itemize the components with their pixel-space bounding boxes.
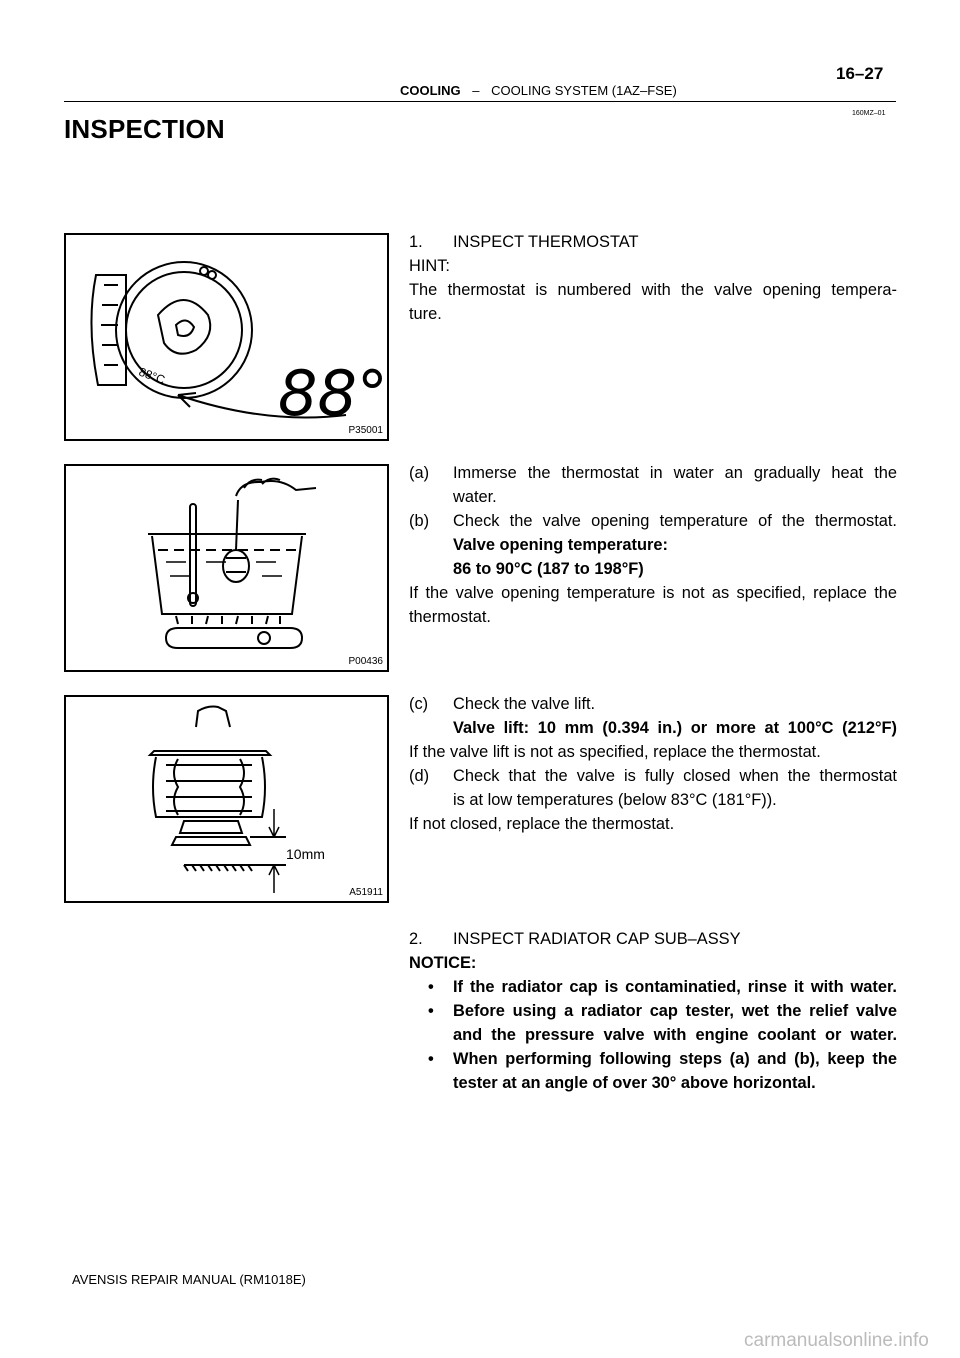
step-number: 1. (409, 233, 423, 251)
header-subsection: COOLING SYSTEM (1AZ–FSE) (491, 83, 677, 98)
figure-code: P00436 (348, 656, 383, 667)
page-number: 16–27 (836, 64, 884, 83)
step-a-label: (a) (409, 464, 430, 482)
step-b-spec-value: 86 to 90°C (187 to 198°F) (453, 560, 644, 578)
bullet-icon: • (428, 978, 434, 996)
step-c-spec: Valve lift: 10 mm (0.394 in.) or more at 100°C (212°F) (453, 719, 897, 737)
bullet-icon: • (428, 1002, 434, 1020)
notice-bullet-3-line-2: tester at an angle of over 30° above horizontal. (453, 1074, 816, 1092)
hint-text-line-2: ture. (409, 305, 442, 323)
hint-label: HINT: (409, 257, 450, 275)
thermostat-large-marking: 88° (278, 357, 387, 430)
notice-bullet-1: If the radiator cap is contaminatied, rinse it with water. (453, 978, 897, 996)
step-a-line-1: Immerse the thermostat in water an gradually heat the (453, 464, 897, 482)
after-c: If the valve lift is not as specified, replace the thermostat. (409, 743, 821, 761)
step-d-line-1: Check that the valve is fully closed when the thermostat (453, 767, 897, 785)
figure-code: P35001 (348, 425, 383, 436)
step-title: INSPECT THERMOSTAT (453, 233, 639, 251)
valve-lift-dimension: 10mm (286, 846, 325, 862)
step-number: 2. (409, 930, 423, 948)
notice-bullet-3-line-1: When performing following steps (a) and (b), keep the (453, 1050, 897, 1068)
doc-id: 160MZ–01 (852, 110, 886, 117)
notice-bullet-2-line-1: Before using a radiator cap tester, wet the relief valve (453, 1002, 897, 1020)
figure-code: A51911 (349, 887, 383, 898)
step-2-heading (409, 927, 741, 951)
step-a-line-2: water. (453, 488, 497, 506)
step-d-label: (d) (409, 767, 430, 785)
figure-valve-lift (64, 695, 389, 903)
heating-test-illustration (66, 466, 387, 670)
header-separator: – (472, 83, 480, 98)
step-c-text: Check the valve lift. (453, 695, 596, 713)
step-title: INSPECT RADIATOR CAP SUB–ASSY (453, 930, 741, 948)
step-b-label: (b) (409, 512, 430, 530)
hint-text-line-1: The thermostat is numbered with the valve opening tempera- (409, 281, 897, 299)
step-d-line-2: is at low temperatures (below 83°C (181°F)). (453, 791, 777, 809)
figure-thermostat-marking (64, 233, 389, 441)
step-b-text: Check the valve opening temperature of the thermostat. (453, 512, 897, 530)
after-b-line-1: If the valve opening temperature is not as specified, replace the (409, 584, 897, 602)
header-rule (64, 101, 896, 102)
page-title: INSPECTION (64, 114, 225, 144)
running-header (400, 83, 677, 98)
page-footer: AVENSIS REPAIR MANUAL (RM1018E) (72, 1272, 306, 1287)
thermostat-small-marking: 88°C (136, 364, 167, 387)
header-section: COOLING (400, 83, 461, 98)
figure-heating-test (64, 464, 389, 672)
after-d: If not closed, replace the thermostat. (409, 815, 675, 833)
step-c-label: (c) (409, 695, 429, 713)
valve-lift-illustration (66, 697, 387, 901)
notice-bullet-2-line-2: and the pressure valve with engine coolant or water. (453, 1026, 897, 1044)
step-1-heading (409, 230, 639, 254)
watermark: carmanualsonline.info (744, 1330, 929, 1351)
after-b-line-2: thermostat. (409, 608, 491, 626)
step-b-spec-label: Valve opening temperature: (453, 536, 668, 554)
notice-label: NOTICE: (409, 954, 477, 972)
bullet-icon: • (428, 1050, 434, 1068)
thermostat-marking-illustration (66, 235, 387, 439)
